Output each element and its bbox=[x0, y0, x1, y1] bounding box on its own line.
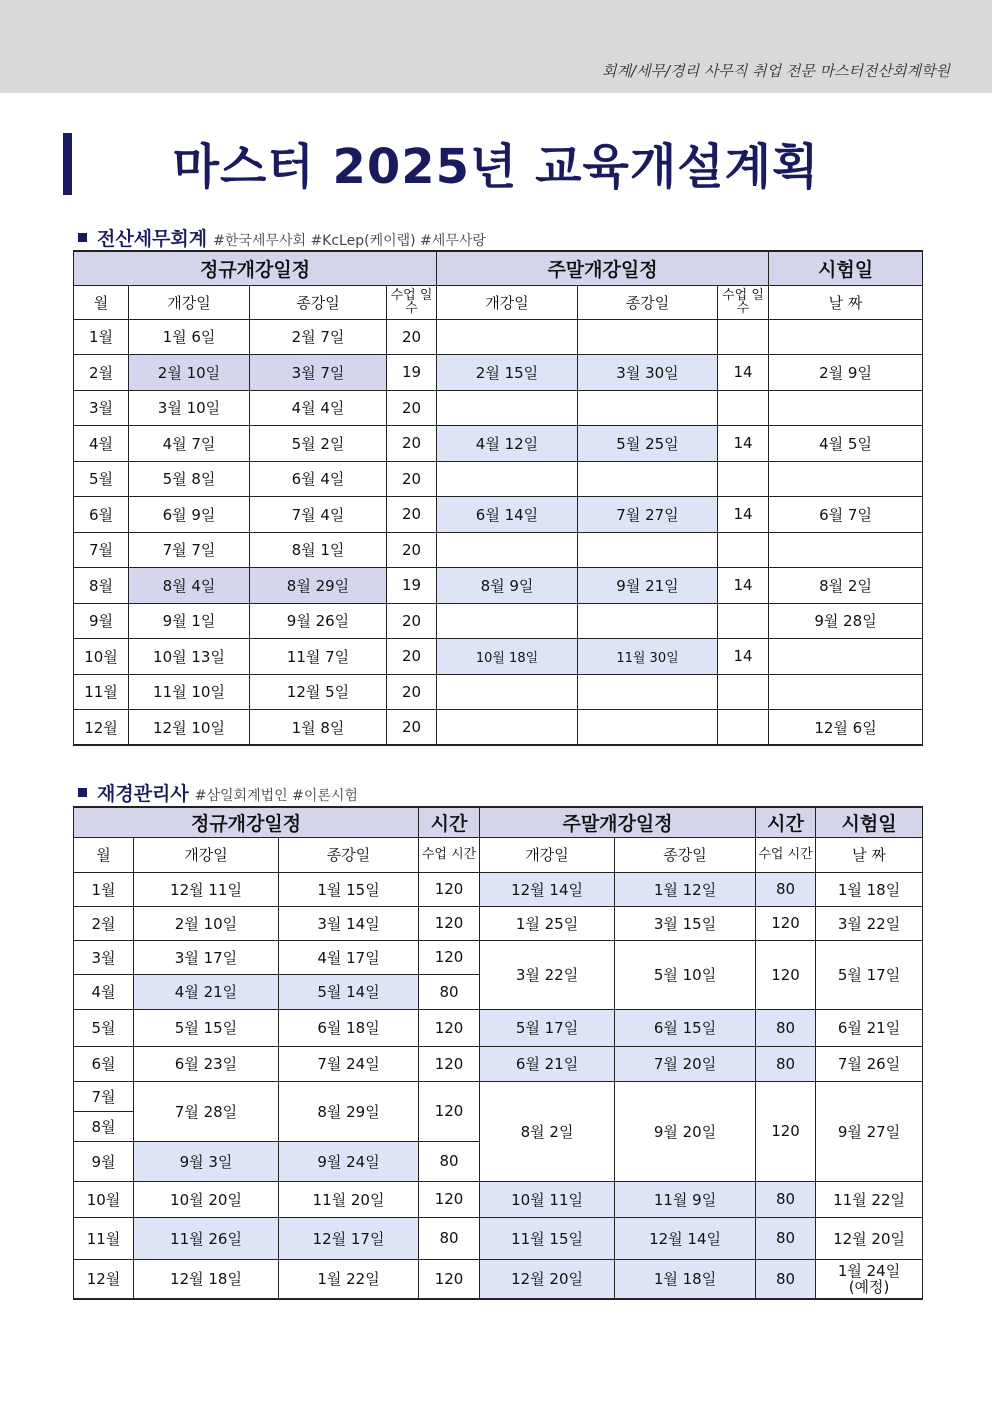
weekend-hours-cell: 120 bbox=[756, 1081, 816, 1181]
weekend-days-cell: 14 bbox=[718, 497, 769, 533]
weekend-start-cell: 1월 25일 bbox=[480, 906, 615, 940]
col-weekend-hours: 수업 시간 bbox=[756, 837, 816, 872]
section2-title: 재경관리사 bbox=[97, 783, 189, 805]
academy-tagline: 회계/세무/경리 사무직 취업 전문 마스터전산회계학원 bbox=[602, 62, 950, 80]
end-cell: 4월 17일 bbox=[279, 940, 419, 974]
month-cell: 7월 bbox=[74, 532, 129, 568]
weekend-hours-cell: 80 bbox=[756, 1009, 816, 1046]
days-cell: 20 bbox=[387, 390, 437, 426]
table-row bbox=[74, 461, 923, 497]
col-weekend-start: 개강일 bbox=[480, 837, 615, 872]
month-cell: 5월 bbox=[74, 1009, 134, 1046]
col-month: 월 bbox=[74, 285, 129, 319]
start-cell: 11월 10일 bbox=[129, 674, 250, 710]
month-cell: 2월 bbox=[74, 906, 134, 940]
top-banner bbox=[0, 0, 992, 93]
start-cell: 9월 1일 bbox=[129, 603, 250, 639]
exam-cell: 11월 22일 bbox=[816, 1181, 923, 1217]
hours-cell: 80 bbox=[419, 1217, 480, 1259]
month-cell: 4월 bbox=[74, 974, 134, 1009]
start-cell: 4월 7일 bbox=[129, 426, 250, 462]
weekend-hours-cell: 120 bbox=[756, 906, 816, 940]
weekend-end-cell bbox=[578, 319, 718, 355]
end-cell: 3월 7일 bbox=[250, 355, 387, 391]
weekend-start-cell: 11월 15일 bbox=[480, 1217, 615, 1259]
weekend-start-cell: 8월 9일 bbox=[437, 568, 578, 604]
section1-title: 전산세무회계 bbox=[97, 228, 208, 250]
end-cell: 8월 29일 bbox=[279, 1081, 419, 1141]
exam-cell: 9월 27일 bbox=[816, 1081, 923, 1181]
col-month: 월 bbox=[74, 837, 134, 872]
weekend-start-cell: 12월 14일 bbox=[480, 872, 615, 906]
month-cell: 11월 bbox=[74, 1217, 134, 1259]
end-cell: 8월 1일 bbox=[250, 532, 387, 568]
days-cell: 19 bbox=[387, 568, 437, 604]
weekend-end-cell bbox=[578, 710, 718, 746]
start-cell: 9월 3일 bbox=[134, 1141, 279, 1181]
exam-cell bbox=[769, 461, 923, 497]
end-cell: 9월 24일 bbox=[279, 1141, 419, 1181]
weekend-schedule-header: 주말개강일정 bbox=[480, 807, 756, 837]
col-hours: 수업 시간 bbox=[419, 837, 480, 872]
month-cell: 4월 bbox=[74, 426, 129, 462]
exam-note-text: (예정) bbox=[848, 1277, 890, 1296]
exam-cell: 1월 18일 bbox=[816, 872, 923, 906]
weekend-start-cell: 5월 17일 bbox=[480, 1009, 615, 1046]
start-cell: 7월 28일 bbox=[134, 1081, 279, 1141]
weekend-days-cell bbox=[718, 674, 769, 710]
exam-cell: 5월 17일 bbox=[816, 940, 923, 1009]
days-cell: 20 bbox=[387, 532, 437, 568]
table-row bbox=[74, 674, 923, 710]
month-cell: 7월 bbox=[74, 1081, 134, 1111]
weekend-start-cell: 3월 22일 bbox=[480, 940, 615, 1009]
section1-heading bbox=[78, 224, 486, 251]
table-row bbox=[74, 390, 923, 426]
weekend-hours-cell: 80 bbox=[756, 1259, 816, 1299]
weekend-hours-cell: 80 bbox=[756, 1181, 816, 1217]
hours-cell: 120 bbox=[419, 872, 480, 906]
start-cell: 12월 18일 bbox=[134, 1259, 279, 1299]
weekend-end-cell: 11월 9일 bbox=[615, 1181, 756, 1217]
exam-cell bbox=[769, 674, 923, 710]
table-row bbox=[74, 426, 923, 462]
month-cell: 9월 bbox=[74, 603, 129, 639]
start-cell: 12월 10일 bbox=[129, 710, 250, 746]
start-cell: 11월 26일 bbox=[134, 1217, 279, 1259]
weekend-start-cell: 10월 18일 bbox=[437, 639, 578, 675]
bullet-square-icon bbox=[78, 233, 87, 242]
weekend-schedule-header: 주말개강일정 bbox=[437, 251, 769, 285]
regular-schedule-header: 정규개강일정 bbox=[74, 807, 419, 837]
end-cell: 1월 15일 bbox=[279, 872, 419, 906]
col-weekend-end: 종강일 bbox=[615, 837, 756, 872]
weekend-start-cell bbox=[437, 710, 578, 746]
weekend-end-cell: 7월 20일 bbox=[615, 1046, 756, 1081]
days-cell: 19 bbox=[387, 355, 437, 391]
col-weekend-start: 개강일 bbox=[437, 285, 578, 319]
weekend-start-cell: 8월 2일 bbox=[480, 1081, 615, 1181]
start-cell: 7월 7일 bbox=[129, 532, 250, 568]
regular-schedule-header: 정규개강일정 bbox=[74, 251, 437, 285]
exam-date-text: 1월 24일 bbox=[837, 1261, 901, 1280]
exam-cell bbox=[769, 390, 923, 426]
col-weekend-end: 종강일 bbox=[578, 285, 718, 319]
weekend-start-cell bbox=[437, 603, 578, 639]
table-row bbox=[74, 497, 923, 533]
end-cell: 7월 4일 bbox=[250, 497, 387, 533]
exam-cell: 7월 26일 bbox=[816, 1046, 923, 1081]
start-cell: 1월 6일 bbox=[129, 319, 250, 355]
end-cell: 6월 4일 bbox=[250, 461, 387, 497]
weekend-end-cell: 6월 15일 bbox=[615, 1009, 756, 1046]
weekend-end-cell: 12월 14일 bbox=[615, 1217, 756, 1259]
weekend-days-cell: 14 bbox=[718, 639, 769, 675]
table-row bbox=[74, 532, 923, 568]
end-cell: 1월 8일 bbox=[250, 710, 387, 746]
end-cell: 5월 2일 bbox=[250, 426, 387, 462]
hours-cell: 120 bbox=[419, 1081, 480, 1141]
weekend-days-cell: 14 bbox=[718, 568, 769, 604]
weekend-days-cell bbox=[718, 710, 769, 746]
month-cell: 6월 bbox=[74, 497, 129, 533]
col-days: 수업 일수 bbox=[387, 285, 437, 319]
weekend-days-cell: 14 bbox=[718, 355, 769, 391]
end-cell: 5월 14일 bbox=[279, 974, 419, 1009]
weekend-end-cell: 7월 27일 bbox=[578, 497, 718, 533]
section2-heading bbox=[78, 779, 358, 806]
exam-cell: 6월 7일 bbox=[769, 497, 923, 533]
month-cell: 12월 bbox=[74, 710, 129, 746]
exam-cell: 3월 22일 bbox=[816, 906, 923, 940]
month-cell: 12월 bbox=[74, 1259, 134, 1299]
weekend-end-cell bbox=[578, 390, 718, 426]
table-financial-accounting-manager bbox=[73, 806, 923, 1300]
weekend-start-cell bbox=[437, 319, 578, 355]
section2-hashtags: #삼일회계법인 #이론시험 bbox=[194, 788, 358, 804]
weekend-end-cell: 9월 21일 bbox=[578, 568, 718, 604]
end-cell: 3월 14일 bbox=[279, 906, 419, 940]
weekend-start-cell bbox=[437, 532, 578, 568]
start-cell: 6월 9일 bbox=[129, 497, 250, 533]
month-cell: 10월 bbox=[74, 1181, 134, 1217]
weekend-hours-cell: 80 bbox=[756, 1217, 816, 1259]
weekend-end-cell bbox=[578, 603, 718, 639]
exam-cell bbox=[816, 1259, 923, 1299]
time-header: 시간 bbox=[419, 807, 480, 837]
end-cell: 7월 24일 bbox=[279, 1046, 419, 1081]
exam-cell: 4월 5일 bbox=[769, 426, 923, 462]
hours-cell: 120 bbox=[419, 1046, 480, 1081]
weekend-days-cell bbox=[718, 319, 769, 355]
exam-cell bbox=[769, 639, 923, 675]
month-cell: 8월 bbox=[74, 1111, 134, 1141]
col-start: 개강일 bbox=[134, 837, 279, 872]
weekend-days-cell: 14 bbox=[718, 426, 769, 462]
weekend-days-cell bbox=[718, 532, 769, 568]
table-row bbox=[74, 568, 923, 604]
days-cell: 20 bbox=[387, 674, 437, 710]
end-cell: 9월 26일 bbox=[250, 603, 387, 639]
end-cell: 11월 20일 bbox=[279, 1181, 419, 1217]
col-end: 종강일 bbox=[250, 285, 387, 319]
weekend-start-cell bbox=[437, 390, 578, 426]
weekend-start-cell bbox=[437, 461, 578, 497]
table-row bbox=[74, 355, 923, 391]
exam-cell: 12월 6일 bbox=[769, 710, 923, 746]
start-cell: 5월 8일 bbox=[129, 461, 250, 497]
month-cell: 1월 bbox=[74, 319, 129, 355]
table-row bbox=[74, 710, 923, 746]
weekend-end-cell: 5월 10일 bbox=[615, 940, 756, 1009]
weekend-end-cell: 1월 18일 bbox=[615, 1259, 756, 1299]
col-start: 개강일 bbox=[129, 285, 250, 319]
start-cell: 6월 23일 bbox=[134, 1046, 279, 1081]
exam-date-header: 시험일 bbox=[816, 807, 923, 837]
hours-cell: 120 bbox=[419, 906, 480, 940]
month-cell: 3월 bbox=[74, 390, 129, 426]
end-cell: 11월 7일 bbox=[250, 639, 387, 675]
hours-cell: 80 bbox=[419, 974, 480, 1009]
weekend-end-cell: 3월 30일 bbox=[578, 355, 718, 391]
start-cell: 10월 13일 bbox=[129, 639, 250, 675]
hours-cell: 80 bbox=[419, 1141, 480, 1181]
month-cell: 2월 bbox=[74, 355, 129, 391]
exam-cell: 9월 28일 bbox=[769, 603, 923, 639]
month-cell: 3월 bbox=[74, 940, 134, 974]
weekend-start-cell: 6월 14일 bbox=[437, 497, 578, 533]
weekend-days-cell bbox=[718, 461, 769, 497]
weekend-end-cell: 5월 25일 bbox=[578, 426, 718, 462]
end-cell: 12월 17일 bbox=[279, 1217, 419, 1259]
weekend-hours-cell: 120 bbox=[756, 940, 816, 1009]
hours-cell: 120 bbox=[419, 1259, 480, 1299]
start-cell: 5월 15일 bbox=[134, 1009, 279, 1046]
weekend-days-cell bbox=[718, 603, 769, 639]
days-cell: 20 bbox=[387, 710, 437, 746]
month-cell: 8월 bbox=[74, 568, 129, 604]
weekend-start-cell: 12월 20일 bbox=[480, 1259, 615, 1299]
col-end: 종강일 bbox=[279, 837, 419, 872]
start-cell: 12월 11일 bbox=[134, 872, 279, 906]
month-cell: 5월 bbox=[74, 461, 129, 497]
days-cell: 20 bbox=[387, 639, 437, 675]
start-cell: 2월 10일 bbox=[134, 906, 279, 940]
month-cell: 11월 bbox=[74, 674, 129, 710]
bullet-square-icon bbox=[78, 788, 87, 797]
table-row bbox=[74, 603, 923, 639]
table-computerized-tax-accounting bbox=[73, 250, 923, 746]
weekend-end-cell: 11월 30일 bbox=[578, 639, 718, 675]
weekend-start-cell: 4월 12일 bbox=[437, 426, 578, 462]
start-cell: 3월 10일 bbox=[129, 390, 250, 426]
exam-cell: 6월 21일 bbox=[816, 1009, 923, 1046]
exam-cell: 8월 2일 bbox=[769, 568, 923, 604]
hours-cell: 120 bbox=[419, 940, 480, 974]
exam-cell: 2월 9일 bbox=[769, 355, 923, 391]
month-cell: 6월 bbox=[74, 1046, 134, 1081]
start-cell: 4월 21일 bbox=[134, 974, 279, 1009]
start-cell: 3월 17일 bbox=[134, 940, 279, 974]
start-cell: 2월 10일 bbox=[129, 355, 250, 391]
month-cell: 1월 bbox=[74, 872, 134, 906]
month-cell: 10월 bbox=[74, 639, 129, 675]
days-cell: 20 bbox=[387, 497, 437, 533]
col-exam-date: 날 짜 bbox=[769, 285, 923, 319]
end-cell: 6월 18일 bbox=[279, 1009, 419, 1046]
exam-cell bbox=[769, 319, 923, 355]
exam-cell bbox=[769, 532, 923, 568]
weekend-start-cell: 6월 21일 bbox=[480, 1046, 615, 1081]
exam-date-header: 시험일 bbox=[769, 251, 923, 285]
table-row bbox=[74, 319, 923, 355]
hours-cell: 120 bbox=[419, 1181, 480, 1217]
end-cell: 8월 29일 bbox=[250, 568, 387, 604]
table-row bbox=[74, 639, 923, 675]
weekend-start-cell bbox=[437, 674, 578, 710]
end-cell: 1월 22일 bbox=[279, 1259, 419, 1299]
weekend-hours-cell: 80 bbox=[756, 872, 816, 906]
weekend-end-cell: 1월 12일 bbox=[615, 872, 756, 906]
weekend-end-cell: 3월 15일 bbox=[615, 906, 756, 940]
month-cell: 9월 bbox=[74, 1141, 134, 1181]
section1-hashtags: #한국세무사회 #KcLep(케이랩) #세무사랑 bbox=[213, 233, 486, 249]
weekend-start-cell: 10월 11일 bbox=[480, 1181, 615, 1217]
weekend-end-cell bbox=[578, 532, 718, 568]
days-cell: 20 bbox=[387, 319, 437, 355]
weekend-hours-cell: 80 bbox=[756, 1046, 816, 1081]
days-cell: 20 bbox=[387, 461, 437, 497]
weekend-end-cell: 9월 20일 bbox=[615, 1081, 756, 1181]
weekend-end-cell bbox=[578, 674, 718, 710]
weekend-end-cell bbox=[578, 461, 718, 497]
end-cell: 12월 5일 bbox=[250, 674, 387, 710]
start-cell: 10월 20일 bbox=[134, 1181, 279, 1217]
hours-cell: 120 bbox=[419, 1009, 480, 1046]
end-cell: 2월 7일 bbox=[250, 319, 387, 355]
end-cell: 4월 4일 bbox=[250, 390, 387, 426]
page-title: 마스터 2025년 교육개설계획 bbox=[172, 139, 820, 195]
col-weekend-days: 수업 일수 bbox=[718, 285, 769, 319]
col-exam-date: 날 짜 bbox=[816, 837, 923, 872]
start-cell: 8월 4일 bbox=[129, 568, 250, 604]
weekend-start-cell: 2월 15일 bbox=[437, 355, 578, 391]
weekend-days-cell bbox=[718, 390, 769, 426]
days-cell: 20 bbox=[387, 426, 437, 462]
exam-cell: 12월 20일 bbox=[816, 1217, 923, 1259]
time-header: 시간 bbox=[756, 807, 816, 837]
days-cell: 20 bbox=[387, 603, 437, 639]
